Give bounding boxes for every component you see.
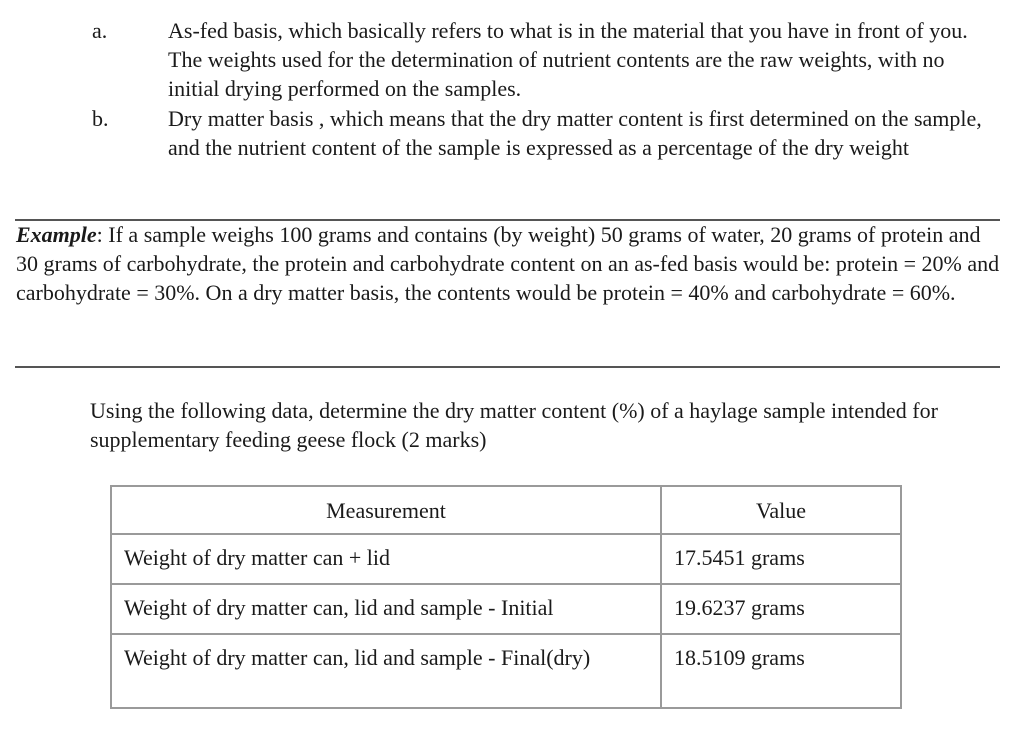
table-header-row xyxy=(111,486,901,534)
measurement-cell: Weight of dry matter can, lid and sample - Final(dry) xyxy=(111,634,661,708)
table-row xyxy=(111,534,901,584)
value-cell: 19.6237 grams xyxy=(661,584,901,634)
column-header-value: Value xyxy=(661,486,901,534)
table-row xyxy=(111,634,901,708)
list-marker: a. xyxy=(92,18,108,43)
table-row xyxy=(111,584,901,634)
value-cell: 17.5451 grams xyxy=(661,534,901,584)
divider xyxy=(15,366,1000,368)
example-label: Example xyxy=(16,222,97,247)
list-item-text: As-fed basis, which basically refers to what is in the material that you have in front of you. The weights used for the determination of nutrient contents are the raw weights, with no initial drying performed on the samples. xyxy=(168,18,968,101)
list-item-text: Dry matter basis , which means that the dry matter content is first determined on the sample, and the nutrient content of the sample is expressed as a percentage of the dry weight xyxy=(168,106,982,160)
list-marker: b. xyxy=(92,106,109,131)
question-text: Using the following data, determine the dry matter content (%) of a haylage sample intended for supplementary feeding geese flock (2 marks) xyxy=(90,398,938,452)
measurement-table xyxy=(110,485,902,709)
value-cell: 18.5109 grams xyxy=(661,634,901,708)
measurement-cell: Weight of dry matter can, lid and sample - Initial xyxy=(111,584,661,634)
measurement-cell: Weight of dry matter can + lid xyxy=(111,534,661,584)
column-header-measurement: Measurement xyxy=(111,486,661,534)
example-text: : If a sample weighs 100 grams and contains (by weight) 50 grams of water, 20 grams of protein and 30 grams of carbohydrate, the protein and carbohydrate content on an as-fed basis would be: protein = 20% and carbohydrate = 30%. On a dry matter basis, the contents would be protein = 40% and carbohydrate = 60%. xyxy=(16,222,1000,305)
example-paragraph xyxy=(16,220,1001,307)
